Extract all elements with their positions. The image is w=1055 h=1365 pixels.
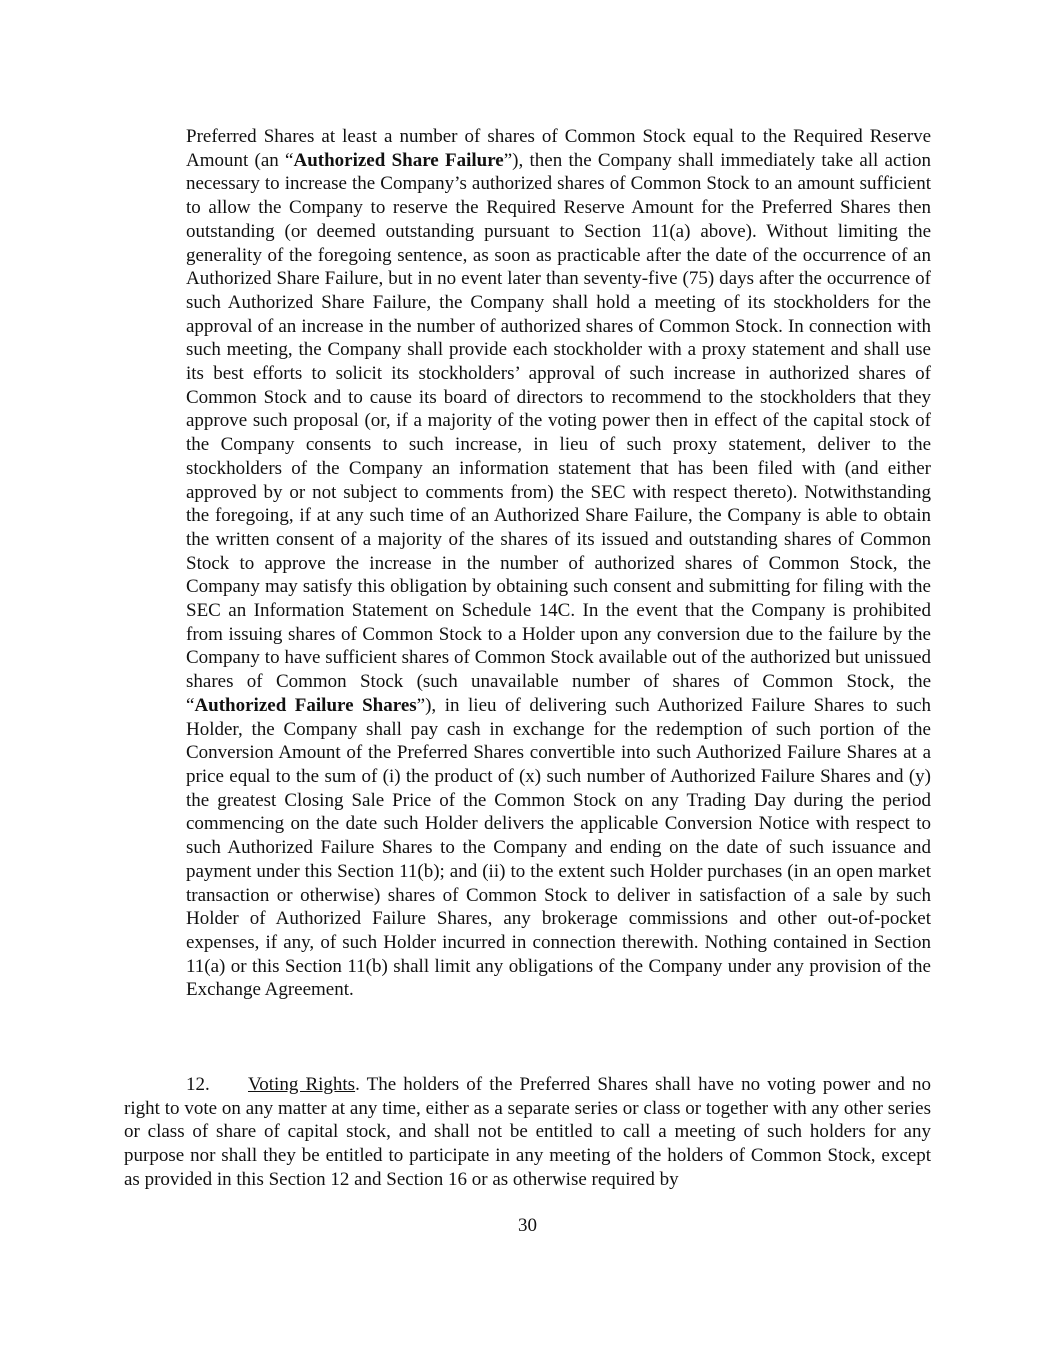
defined-term-authorized-share-failure: Authorized Share Failure xyxy=(293,149,504,171)
section-number: 12. xyxy=(186,1074,210,1095)
paragraph-text: Preferred Shares at least a number of shares of Common Stock equal to the Required Reserve Amount (an “ xyxy=(186,126,931,171)
paragraph-text: ”), then the Company shall immediately take all action necessary to increase the Company’s authorized shares of Common Stock to an amount sufficient to allow the Company to reserve the Required Reserve Amount for the Preferred Shares then outstanding (or deemed outstanding pursuant to Section 11(a) above). Without limiting the generality of the foregoing sentence, as soon as practicable after the date of the occurrence of an Authorized Share Failure, but in no event later than seventy-five (75) days after the occurrence of such Authorized Share Failure, the Company shall hold a meeting of its stockholders for the approval of an increase in the number of authorized shares of Common Stock. In connection with such meeting, the Company shall provide each stockholder with a proxy statement and shall use its best efforts to solicit its stockholders’ approval of such increase in authorized shares of Common Stock and to cause its board of directors to recommend to the stockholders that they approve such proposal (or, if a majority of the voting power then in effect of the capital stock of the Company consents to such increase, in lieu of such proxy statement, deliver to the stockholders of the Company an information statement that has been filed with (and either approved by or not subject to comments from) the SEC with respect thereto). Notwithstanding the foregoing, if at any such time of an Authorized Share Failure, the Company is able to obtain the written consent of a majority of the shares of its issued and outstanding shares of Common Stock to approve the increase in the number of authorized shares of Common Stock, the Company may satisfy this obligation by obtaining such consent and submitting for filing with the SEC an Information Statement on Schedule 14C. In the event that the Company is prohibited from issuing shares of Common Stock to a Holder upon any conversion due to the failure by the Company to have sufficient shares of Common Stock available out of the authorized but unissued shares of Common Stock (such unavailable number of shares of Common Stock, the “ xyxy=(186,149,931,716)
page-number: 30 xyxy=(518,1215,537,1236)
section-title: Voting Rights xyxy=(248,1074,356,1095)
defined-term-authorized-failure-shares: Authorized Failure Shares xyxy=(194,694,417,716)
authorized-share-failure-paragraph xyxy=(186,125,931,1002)
section-12-paragraph xyxy=(124,1073,931,1192)
paragraph-text: ”), in lieu of delivering such Authorized Failure Shares to such Holder, the Company shall pay cash in exchange for the redemption of such portion of the Conversion Amount of the Preferred Shares convertible into such Authorized Failure Shares at a price equal to the sum of (i) the product of (x) such number of Authorized Failure Shares and (y) the greatest Closing Sale Price of the Common Stock on any Trading Day during the period commencing on the date such Holder delivers the applicable Conversion Notice with respect to such Authorized Failure Shares to the Company and ending on the date of such issuance and payment under this Section 11(b); and (ii) to the extent such Holder purchases (in an open market transaction or otherwise) shares of Common Stock to deliver in satisfaction of a sale by such Holder of Authorized Failure Shares, any brokerage commissions and other out-of-pocket expenses, if any, of such Holder incurred in connection therewith. Nothing contained in Section 11(a) or this Section 11(b) shall limit any obligations of the Company under any provision of the Exchange Agreement. xyxy=(186,694,931,1001)
section-text: . The holders of the Preferred Shares shall have no voting power and no right to vote on any matter at any time, either as a separate series or class or together with any other series or class of share of capital stock, and shall not be entitled to call a meeting of such holders for any purpose nor shall they be entitled to participate in any meeting of the holders of Common Stock, except as provided in this Section 12 and Section 16 or as otherwise required by xyxy=(124,1074,931,1190)
